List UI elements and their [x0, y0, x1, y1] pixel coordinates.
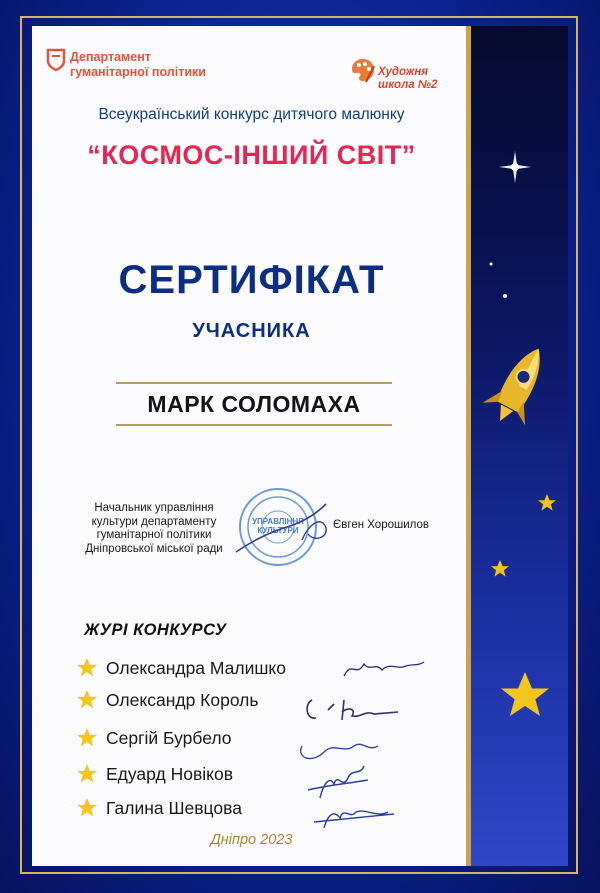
department-logo-icon — [46, 48, 66, 72]
official-position — [74, 502, 234, 556]
stamp-text: КУЛЬТУРИ — [257, 526, 299, 535]
star-bullet-icon — [76, 797, 98, 819]
department-name-line1: Департамент — [70, 50, 151, 64]
gold-star-icon — [538, 494, 556, 511]
jury-title: ЖУРІ КОНКУРСУ — [84, 621, 227, 639]
city-year: Дніпро 2023 — [210, 832, 293, 848]
contest-subtitle: Всеукраїнський конкурс дитячого малюнку — [98, 106, 405, 123]
star-bullet-icon — [76, 727, 98, 749]
name-bottom-rule — [116, 424, 392, 426]
palette-icon — [350, 56, 376, 84]
jury-member-name: Олександра Малишко — [106, 657, 287, 678]
jury-member — [76, 759, 233, 789]
small-star-icon — [503, 294, 507, 298]
small-star-icon — [490, 263, 493, 266]
school-name — [378, 66, 437, 92]
space-panel — [471, 26, 568, 866]
jury-member — [76, 653, 286, 683]
star-bullet-icon — [76, 657, 98, 679]
signature-stroke — [308, 766, 368, 798]
gold-star-icon — [501, 672, 549, 716]
official-position-line: Начальник управління — [94, 502, 214, 514]
signature-stroke — [344, 662, 424, 676]
official-name: Євген Хорошилов — [333, 519, 429, 531]
department-name — [70, 50, 206, 80]
school-name-line2: школа №2 — [378, 79, 438, 91]
certificate-subtitle: УЧАСНИКА — [192, 320, 311, 342]
recipient-name: МАРК СОЛОМАХА — [147, 391, 361, 417]
school-name-line1: Художня — [378, 66, 429, 78]
star-bullet-icon — [76, 689, 98, 711]
certificate-sheet — [32, 26, 568, 866]
official-position-line: культури департаменту — [91, 515, 217, 528]
gold-star-icon — [491, 560, 509, 577]
jury-member-name: Сергій Бурбело — [106, 727, 232, 748]
jury-member — [76, 723, 232, 753]
stamp-text: УПРАВЛІННЯ — [252, 517, 304, 526]
contest-title: “КОСМОС-ІНШИЙ СВІТ” — [87, 140, 416, 170]
jury-member-name: Галина Шевцова — [106, 797, 242, 818]
official-position-line: Дніпровської міської ради — [85, 542, 223, 555]
official-stamp — [230, 482, 334, 574]
jury-member — [76, 793, 242, 823]
space-illustration — [471, 26, 568, 866]
sparkle-icon — [499, 151, 531, 183]
jury-member — [76, 685, 259, 715]
jury-member-name: Олександр Король — [106, 689, 259, 710]
name-top-rule — [116, 382, 392, 384]
rocket-icon — [479, 337, 560, 432]
jury-signatures — [294, 648, 464, 828]
signature-stroke — [307, 700, 398, 720]
signature-stroke — [301, 744, 378, 758]
certificate-title: СЕРТИФІКАТ — [118, 258, 385, 302]
star-bullet-icon — [76, 763, 98, 785]
signature-stroke — [314, 811, 394, 828]
department-name-line2: гуманітарної політики — [70, 65, 206, 79]
jury-member-name: Едуард Новіков — [106, 763, 234, 784]
official-position-line: гуманітарної політики — [96, 529, 212, 541]
